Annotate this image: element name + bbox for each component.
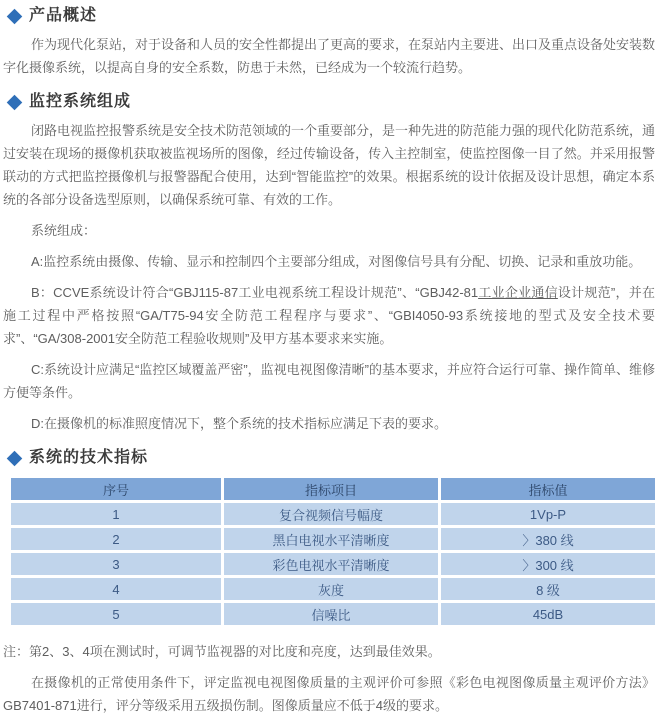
table-row bbox=[11, 553, 655, 575]
system-components-label: 系统组成： bbox=[31, 223, 97, 238]
section-heading-system-composition bbox=[3, 93, 655, 111]
section-heading-technical-specs bbox=[3, 449, 655, 467]
product-overview-paragraph: 作为现代化泵站，对于设备和人员的安全性都提出了更高的要求，在泵站内主要进、出口及重点设备处安装数字化摄像系统，以提高自身的安全系数，防患于未然，已经成为一个较流行趋势。 bbox=[3, 37, 656, 75]
text-segment: 设计规范”，并在施工过程中严格按照“GA/T75-94安全防范工程程序与要求”、“GBI4050-93系统接地的型式及安全技术要求”、“GA/308-2001安全防范工程验收规则”及甲方基本要求来实施。 bbox=[3, 285, 655, 346]
list-item-c: C:系统设计应满足“监控区域覆盖严密”，监视电视图像清晰”的基本要求，并应符合运行可靠、操作简单、维修方便等条件。 bbox=[3, 362, 655, 400]
section-title: 监控系统组成 bbox=[29, 93, 132, 110]
section-heading-product-overview bbox=[3, 7, 655, 25]
table-row bbox=[11, 603, 655, 625]
system-composition-paragraph: 闭路电视监控报警系统是安全技术防范领域的一个重要部分，是一种先进的防范能力强的现代化防范系统，通过安装在现场的摄像机获取被监视场所的图像，经过传输设备，传入主控制室，使监控图像一目了然。并采用报警联动的方式把监控摄像机与报警器配合使用，达到“智能监控”的效果。根据系统的设计依据及设计思想，确定本系统的各部分设备选型原则，以确保系统可靠、有效的工作。 bbox=[3, 123, 656, 207]
cell-item: 灰度 bbox=[224, 578, 438, 600]
list-item-d: D:在摄像机的标准照度情况下，整个系统的技术指标应满足下表的要求。 bbox=[31, 416, 448, 431]
cell-number: 4 bbox=[11, 578, 221, 600]
cell-number: 3 bbox=[11, 553, 221, 575]
underlined-text-segment: 工业企业通信 bbox=[478, 285, 558, 300]
table-row bbox=[11, 503, 655, 525]
cell-value: 〉380 线 bbox=[441, 528, 655, 550]
cell-value: 1Vp-P bbox=[441, 503, 655, 525]
section-title: 系统的技术指标 bbox=[29, 449, 149, 466]
col-header-number: 序号 bbox=[11, 478, 221, 500]
table-header-row bbox=[11, 478, 655, 500]
cell-number: 5 bbox=[11, 603, 221, 625]
diamond-bullet-icon bbox=[7, 8, 23, 24]
closing-paragraph: 在摄像机的正常使用条件下，评定监视电视图像质量的主观评价可参照《彩色电视图像质量主观评价方法》GB7401-871进行，评分等级采用五级损伤制。图像质量应不低于4级的要求。 bbox=[3, 675, 655, 713]
cell-number: 1 bbox=[11, 503, 221, 525]
section-title: 产品概述 bbox=[29, 7, 98, 24]
cell-value: 45dB bbox=[441, 603, 655, 625]
text-segment: B：CCVE系统设计符合“GBJ115-87工业电视系统工程设计规范”、“GBJ42-81 bbox=[31, 285, 479, 300]
cell-item: 信噪比 bbox=[224, 603, 438, 625]
table-row bbox=[11, 528, 655, 550]
list-item-a: A:监控系统由摄像、传输、显示和控制四个主要部分组成，对图像信号具有分配、切换、记录和重放功能。 bbox=[31, 254, 642, 269]
table-note: 注：第2、3、4项在测试时，可调节监视器的对比度和亮度，达到最佳效果。 bbox=[3, 644, 441, 659]
cell-item: 复合视频信号幅度 bbox=[224, 503, 438, 525]
table-row bbox=[11, 578, 655, 600]
cell-value: 〉300 线 bbox=[441, 553, 655, 575]
col-header-value: 指标值 bbox=[441, 478, 655, 500]
diamond-bullet-icon bbox=[7, 94, 23, 110]
cell-value: 8 级 bbox=[441, 578, 655, 600]
spec-table bbox=[8, 475, 658, 628]
diamond-bullet-icon bbox=[7, 450, 23, 466]
col-header-item: 指标项目 bbox=[224, 478, 438, 500]
list-item-b bbox=[3, 281, 655, 350]
cell-item: 彩色电视水平清晰度 bbox=[224, 553, 438, 575]
cell-item: 黑白电视水平清晰度 bbox=[224, 528, 438, 550]
cell-number: 2 bbox=[11, 528, 221, 550]
